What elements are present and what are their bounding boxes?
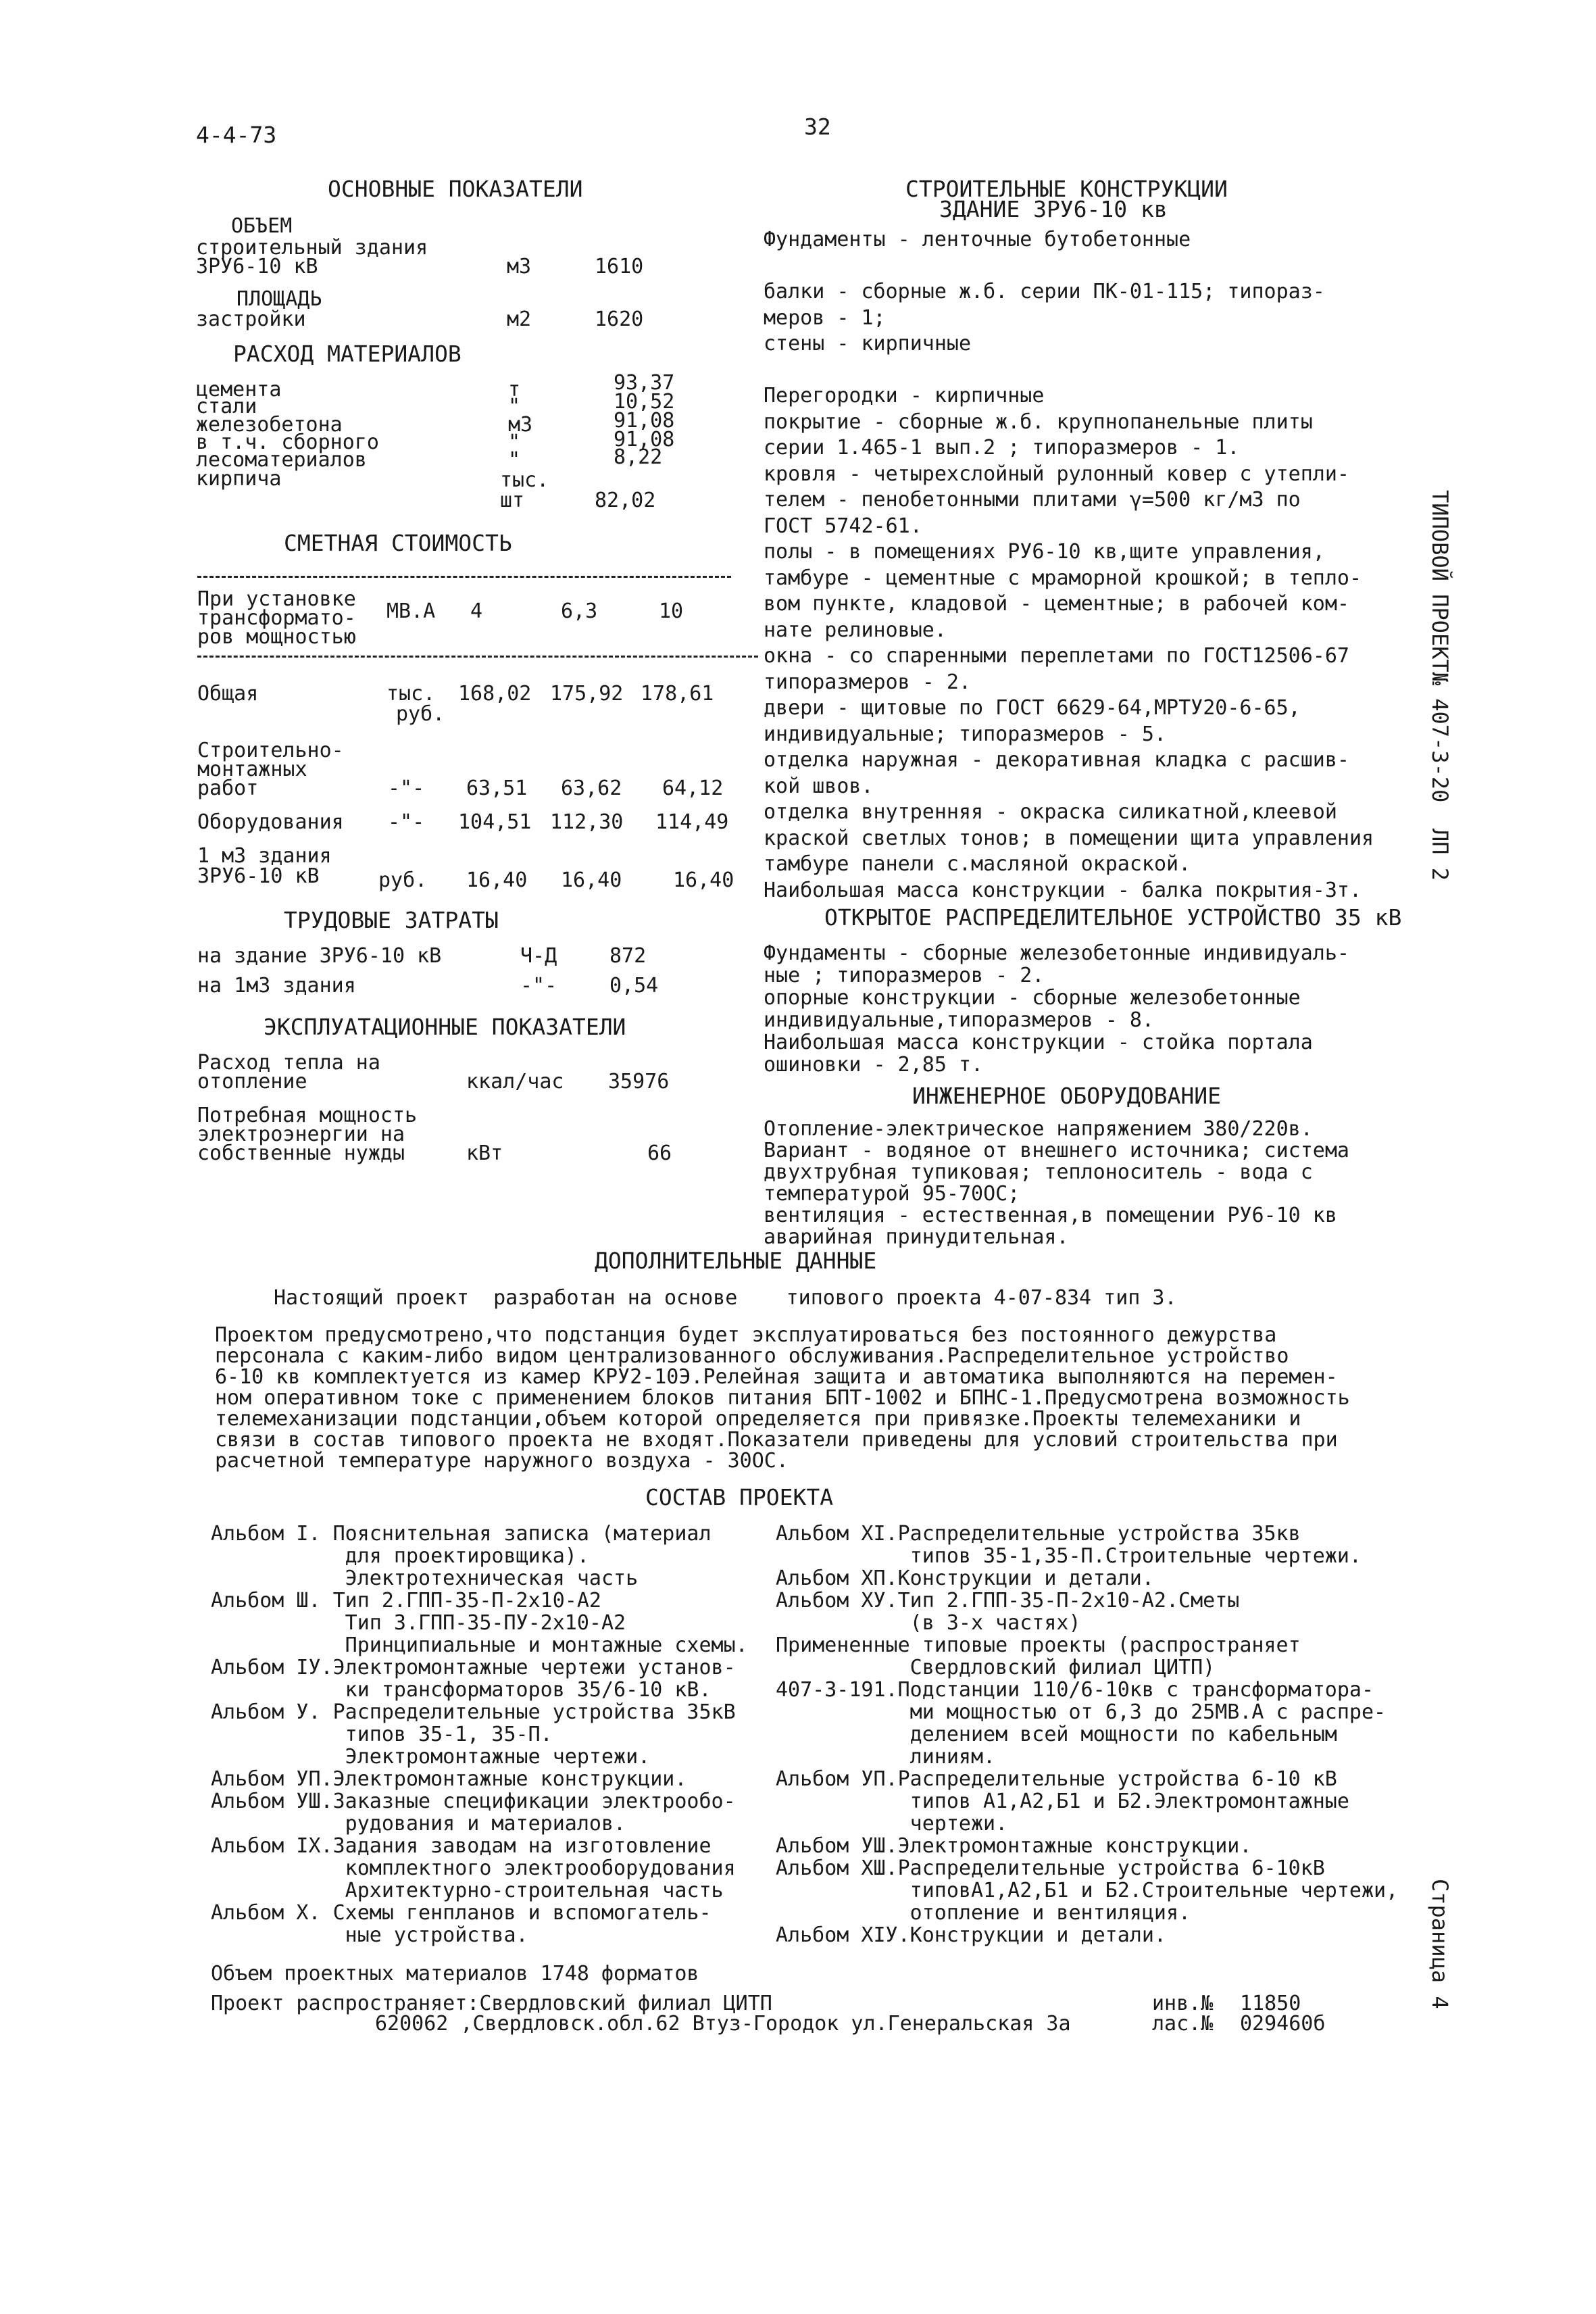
text-line: окна - со спаренными переплетами по ГОСТ12506-67 [764, 644, 1349, 668]
text-line: аварийная принудительная. [764, 1225, 1069, 1249]
composition-line: Альбом I. Пояснительная записка (материал [211, 1522, 712, 1546]
composition-line: (в 3-х частях) [776, 1611, 1081, 1635]
material-unit: " [508, 448, 521, 472]
materials-head: РАСХОД МАТЕРИАЛОВ [233, 341, 462, 367]
building-title: ЗДАНИЕ ЗРУ6-10 кв [939, 196, 1168, 222]
cost-value: 114,49 [655, 810, 729, 834]
install-label-1: При установке [197, 587, 356, 611]
install-unit: МВ.А [386, 599, 436, 623]
text-line: индивидуальные; типоразмеров - 5. [764, 722, 1167, 746]
text-line: ошиновки - 2,85 т. [764, 1053, 984, 1077]
power-unit: кВт [466, 1141, 503, 1165]
text-line: вентиляция - естественная,в помещении РУ6-10 кв [764, 1204, 1337, 1227]
text-line: стены - кирпичные [764, 332, 972, 355]
material-name: цемента [196, 378, 282, 401]
side-page-label: Страница 4 [1427, 1879, 1453, 2009]
material-name: кирпича [196, 467, 282, 491]
text-line: полы - в помещениях РУ6-10 кв,щите управления, [764, 540, 1325, 564]
composition-title: СОСТАВ ПРОЕКТА [645, 1484, 834, 1510]
labor-row-value: 0,54 [609, 974, 659, 998]
area-line1: застройки [196, 307, 306, 331]
heat-label-2: отопление [197, 1070, 307, 1093]
labor-row-value: 872 [609, 944, 647, 968]
material-value: 93,37 [614, 371, 675, 395]
cost-row-unit: -"- [388, 777, 425, 800]
cost-row-unit2: руб. [396, 702, 445, 726]
text-line: покрытие - сборные ж.б. крупнопанельные плиты [764, 410, 1313, 434]
labor-row-label: на здание ЗРУ6-10 кВ [197, 944, 442, 968]
text-line: балки - сборные ж.б. серии ПК-01-115; типораз- [764, 280, 1325, 303]
composition-line: Альбом Х. Схемы генпланов и вспомогатель- [211, 1901, 712, 1925]
composition-line: рудования и материалов. [211, 1812, 626, 1836]
volume-line1: строительный здания [196, 236, 428, 260]
cost-value: 104,51 [458, 810, 532, 834]
paragraph-line: 6-10 кв комплектуется из камер КРУ2-10Э.Релейная защита и автоматика выполняются на перемен- [215, 1365, 1338, 1389]
material-unit: тыс. [500, 468, 549, 492]
material-unit2: шт [500, 489, 525, 512]
cost-value: 16,40 [466, 868, 528, 892]
text-line: Наибольшая масса конструкции - стойка портала [764, 1031, 1313, 1054]
composition-line: Тип 3.ГПП-35-ПУ-2х10-А2 [211, 1611, 626, 1635]
text-line: Перегородки - кирпичные [764, 384, 1045, 408]
cost-value: 112,30 [550, 810, 624, 834]
cost-row-label: 1 м3 здания [197, 844, 332, 868]
distributor-line-1: Проект распространяет:Свердловский филиал ЦИТП [211, 1992, 772, 2015]
text-line: Вариант - водяное от внешнего источника; система [764, 1139, 1349, 1162]
material-name: лесоматериалов [196, 448, 367, 472]
composition-line: Альбом IХ.Задания заводам на изготовление [211, 1834, 712, 1858]
material-name: в т.ч. сборного [196, 430, 379, 454]
text-line: тамбуре панели с.масляной окраской. [764, 852, 1191, 876]
paragraph-line: расчетной температуре наружного воздуха - 30ОС. [215, 1449, 789, 1473]
text-line: Фундаменты - сборные железобетонные индивидуаль- [764, 941, 1349, 965]
cost-value: 63,51 [466, 777, 528, 800]
power-value: 10 [659, 599, 684, 623]
cost-row-unit: тыс. [386, 682, 436, 706]
cost-row-unit: -"- [388, 810, 425, 834]
heat-unit: ккал/час [466, 1070, 564, 1093]
labor-head: ТРУДОВЫЕ ЗАТРАТЫ [284, 907, 499, 933]
material-value: 91,08 [614, 428, 675, 451]
cost-row-unit: руб. [378, 868, 428, 892]
operation-head: ЭКСПЛУАТАЦИОННЫЕ ПОКАЗАТЕЛИ [264, 1014, 626, 1040]
composition-line: Электромонтажные чертежи. [211, 1745, 651, 1769]
area-head: ПЛОЩАДЬ [236, 287, 322, 311]
composition-line: делением всей мощности по кабельным [776, 1723, 1337, 1746]
material-unit: " [508, 395, 521, 418]
cost-row-label: Оборудования [197, 810, 344, 834]
materials-volume: Объем проектных материалов 1748 форматов [211, 1962, 699, 1986]
cost-value: 16,40 [673, 868, 734, 892]
composition-line: типовА1,А2,Б1 и Б2.Строительные чертежи, [776, 1879, 1399, 1902]
composition-line: для проектировщика). [211, 1544, 589, 1568]
license-value: 029460б [1240, 2012, 1326, 2036]
composition-line: Альбом IУ.Электромонтажные чертежи установ- [211, 1656, 736, 1679]
text-line: Фундаменты - ленточные бутобетонные [764, 228, 1191, 251]
composition-line: Альбом УП.Распределительные устройства 6-10 кВ [776, 1767, 1337, 1791]
text-line: краской светлых тонов; в помещении щита управления [764, 826, 1374, 850]
side-project-label: ТИПОВОЙ ПРОЕКТ№ 407-3-20 ЛП 2 [1427, 490, 1453, 881]
material-value: 82,02 [595, 489, 656, 512]
basis-line: Настоящий проект разработан на основе типового проекта 4-07-834 тип 3. [274, 1286, 1177, 1310]
volume-head: ОБЪЕМ [231, 214, 293, 238]
composition-line: ки трансформаторов 35/6-10 кВ. [211, 1678, 712, 1702]
page-number: 32 [804, 114, 831, 140]
composition-line: Альбом УШ.Заказные спецификации электрообо- [211, 1790, 736, 1813]
power-label-2: электроэнергии на [197, 1123, 405, 1146]
distributor-line-2: 620062 ,Свердловск.обл.62 Втуз-Городок ул.Генеральская 3а [375, 2012, 1071, 2036]
heat-label-1: Расход тепла на [197, 1051, 380, 1075]
composition-line: Альбом УП.Электромонтажные конструкции. [211, 1767, 687, 1791]
text-line: отделка внутренняя - окраска силикатной,клеевой [764, 800, 1337, 824]
cost-row-label: Общая [197, 682, 259, 706]
composition-line: типов А1,А2,Б1 и Б2.Электромонтажные [776, 1790, 1349, 1813]
volume-line2: ЗРУ6-10 кВ [196, 255, 318, 278]
material-unit: т [508, 378, 521, 401]
composition-line: Альбом У. Распределительные устройства 35кВ [211, 1700, 736, 1724]
cost-value: 63,62 [561, 777, 622, 800]
text-line: опорные конструкции - сборные железобетонные [764, 986, 1301, 1010]
composition-line: Альбом ХШ.Распределительные устройства 6-10кВ [776, 1856, 1325, 1880]
labor-row-unit: -"- [520, 974, 557, 998]
composition-line: типов 35-1, 35-П. [211, 1723, 553, 1746]
cost-value: 168,02 [458, 682, 532, 706]
material-unit: м3 [508, 413, 533, 437]
cost-row-label3: работ [197, 777, 259, 800]
volume-value: 1610 [595, 255, 644, 278]
composition-line: типов 35-1,35-П.Строительные чертежи. [776, 1544, 1362, 1568]
cost-value: 64,12 [662, 777, 724, 800]
labor-row-unit: Ч-Д [520, 944, 557, 968]
power-label-1: Потребная мощность [197, 1104, 418, 1127]
composition-line: Альбом Ш. Тип 2.ГПП-35-П-2х10-А2 [211, 1589, 601, 1613]
divider-dashed [197, 576, 731, 578]
composition-line: отопление и вентиляция. [776, 1901, 1191, 1925]
text-line: ГОСТ 5742-61. [764, 514, 922, 538]
extra-title: ДОПОЛНИТЕЛЬНЫЕ ДАННЫЕ [595, 1248, 877, 1274]
volume-unit: м3 [507, 255, 532, 278]
main-indicators-title: ОСНОВНЫЕ ПОКАЗАТЕЛИ [328, 176, 583, 202]
text-line: меров - 1; [764, 305, 886, 330]
composition-line: Примененные типовые проекты (распространяет [776, 1633, 1301, 1657]
area-unit: м2 [507, 307, 532, 331]
text-line: отделка наружная - декоративная кладка с расшив- [764, 748, 1349, 772]
cost-value: 175,92 [550, 682, 624, 706]
paragraph-line: связи в состав типового проекта не входят.Показатели приведены для условий строительства при [215, 1428, 1338, 1452]
composition-line: Альбом ХI.Распределительные устройства 35кв [776, 1522, 1301, 1546]
power-label-3: собственные нужды [197, 1141, 405, 1165]
material-name: стали [196, 395, 257, 418]
text-line: нате релиновые. [764, 618, 947, 642]
cost-head: СМЕТНАЯ СТОИМОСТЬ [284, 530, 512, 556]
constructions-title: СТРОИТЕЛЬНЫЕ КОНСТРУКЦИИ [905, 176, 1228, 202]
paragraph-line: ном оперативном токе с применением блоков питания БПТ-1002 и БПНС-1.Предусмотрена возможность [215, 1386, 1350, 1410]
composition-line: Архитектурно-строительная часть [211, 1879, 724, 1902]
composition-line: 407-3-191.Подстанции 110/6-10кв с трансформатора- [776, 1678, 1374, 1702]
text-line: типоразмеров - 2. [764, 670, 972, 694]
power-value: 66 [647, 1141, 672, 1165]
cost-row-label2: ЗРУ6-10 кВ [197, 864, 320, 888]
power-value: 6,3 [561, 599, 598, 623]
composition-line: Принципиальные и монтажные схемы. [211, 1633, 748, 1657]
engineering-title: ИНЖЕНЕРНОЕ ОБОРУДОВАНИЕ [912, 1083, 1221, 1109]
text-line: серии 1.465-1 вып.2 ; типоразмеров - 1. [764, 436, 1240, 460]
paragraph-line: персонала с каким-либо видом централизованного обслуживания.Распределительное устройство [215, 1344, 1289, 1368]
material-value: 8,22 [614, 445, 663, 469]
composition-line: ные устройства. [211, 1923, 528, 1947]
material-value: 91,08 [614, 409, 675, 433]
area-value: 1620 [595, 307, 644, 331]
composition-line: Электротехническая часть [211, 1567, 639, 1590]
cost-row-label2: монтажных [197, 758, 307, 781]
cost-row-label: Строительно- [197, 739, 344, 762]
composition-line: линиям. [776, 1745, 996, 1769]
text-line: Наибольшая масса конструкции - балка покрытия-3т. [764, 878, 1362, 902]
material-name: железобетона [196, 413, 343, 437]
text-line: температурой 95-70ОС; [764, 1182, 1020, 1206]
text-line: Отопление-электрическое напряжением 380/220в. [764, 1117, 1313, 1141]
composition-line: Альбом ХIУ.Конструкции и детали. [776, 1923, 1166, 1947]
power-value: 4 [470, 599, 483, 623]
text-line: двухтрубная тупиковая; теплоноситель - вода с [764, 1160, 1313, 1184]
text-line: телем - пенобетонными плитами γ=500 кг/м3 по [764, 488, 1301, 512]
composition-line: комплектного электрооборудования [211, 1856, 736, 1880]
text-line: вом пункте, кладовой - цементные; в рабочей ком- [764, 592, 1349, 616]
text-line: индивидуальные,типоразмеров - 8. [764, 1008, 1154, 1032]
text-line: двери - щитовые по ГОСТ 6629-64,МРТУ20-6-65, [764, 696, 1301, 720]
inv-value: 11850 [1240, 1992, 1301, 2015]
composition-line: чертежи. [776, 1812, 1008, 1836]
oru-title: ОТКРЫТОЕ РАСПРЕДЕЛИТЕЛЬНОЕ УСТРОЙСТВО 35 кВ [824, 904, 1402, 931]
license-label: лас.№ [1152, 2012, 1214, 2036]
composition-line: Свердловский филиал ЦИТП) [776, 1656, 1216, 1679]
inv-label: инв.№ [1152, 1992, 1214, 2015]
labor-row-label: на 1м3 здания [197, 974, 356, 998]
install-label-2: трансформато- [197, 606, 356, 630]
text-line: ные ; типоразмеров - 2. [764, 964, 1045, 987]
paragraph-line: телемеханизации подстанции,объем которой определяется при привязке.Проекты телемеханики и [215, 1407, 1301, 1431]
material-value: 10,52 [614, 390, 675, 414]
text-line: тамбуре - цементные с мраморной крошкой; в тепло- [764, 566, 1362, 590]
install-label-3: ров мощностью [197, 625, 356, 649]
composition-line: ми мощностью от 6,3 до 25МВ.А с распре- [776, 1700, 1387, 1724]
divider-dashed [197, 656, 758, 658]
text-line: кровля - четырехслойный рулонный ковер с утепли- [764, 462, 1349, 486]
text-line: кой швов. [764, 774, 874, 798]
paragraph-line: Проектом предусмотрено,что подстанция будет эксплуатироваться без постоянного дежурства [215, 1323, 1277, 1347]
cost-value: 178,61 [641, 682, 714, 706]
composition-line: Альбом ХУ.Тип 2.ГПП-35-П-2х10-А2.Сметы [776, 1589, 1240, 1613]
material-unit: " [508, 430, 521, 454]
composition-line: Альбом ХП.Конструкции и детали. [776, 1567, 1154, 1590]
composition-line: Альбом УШ.Электромонтажные конструкции. [776, 1834, 1252, 1858]
heat-value: 35976 [608, 1070, 670, 1093]
cost-value: 16,40 [561, 868, 622, 892]
doc-code: 4-4-73 [196, 122, 277, 148]
